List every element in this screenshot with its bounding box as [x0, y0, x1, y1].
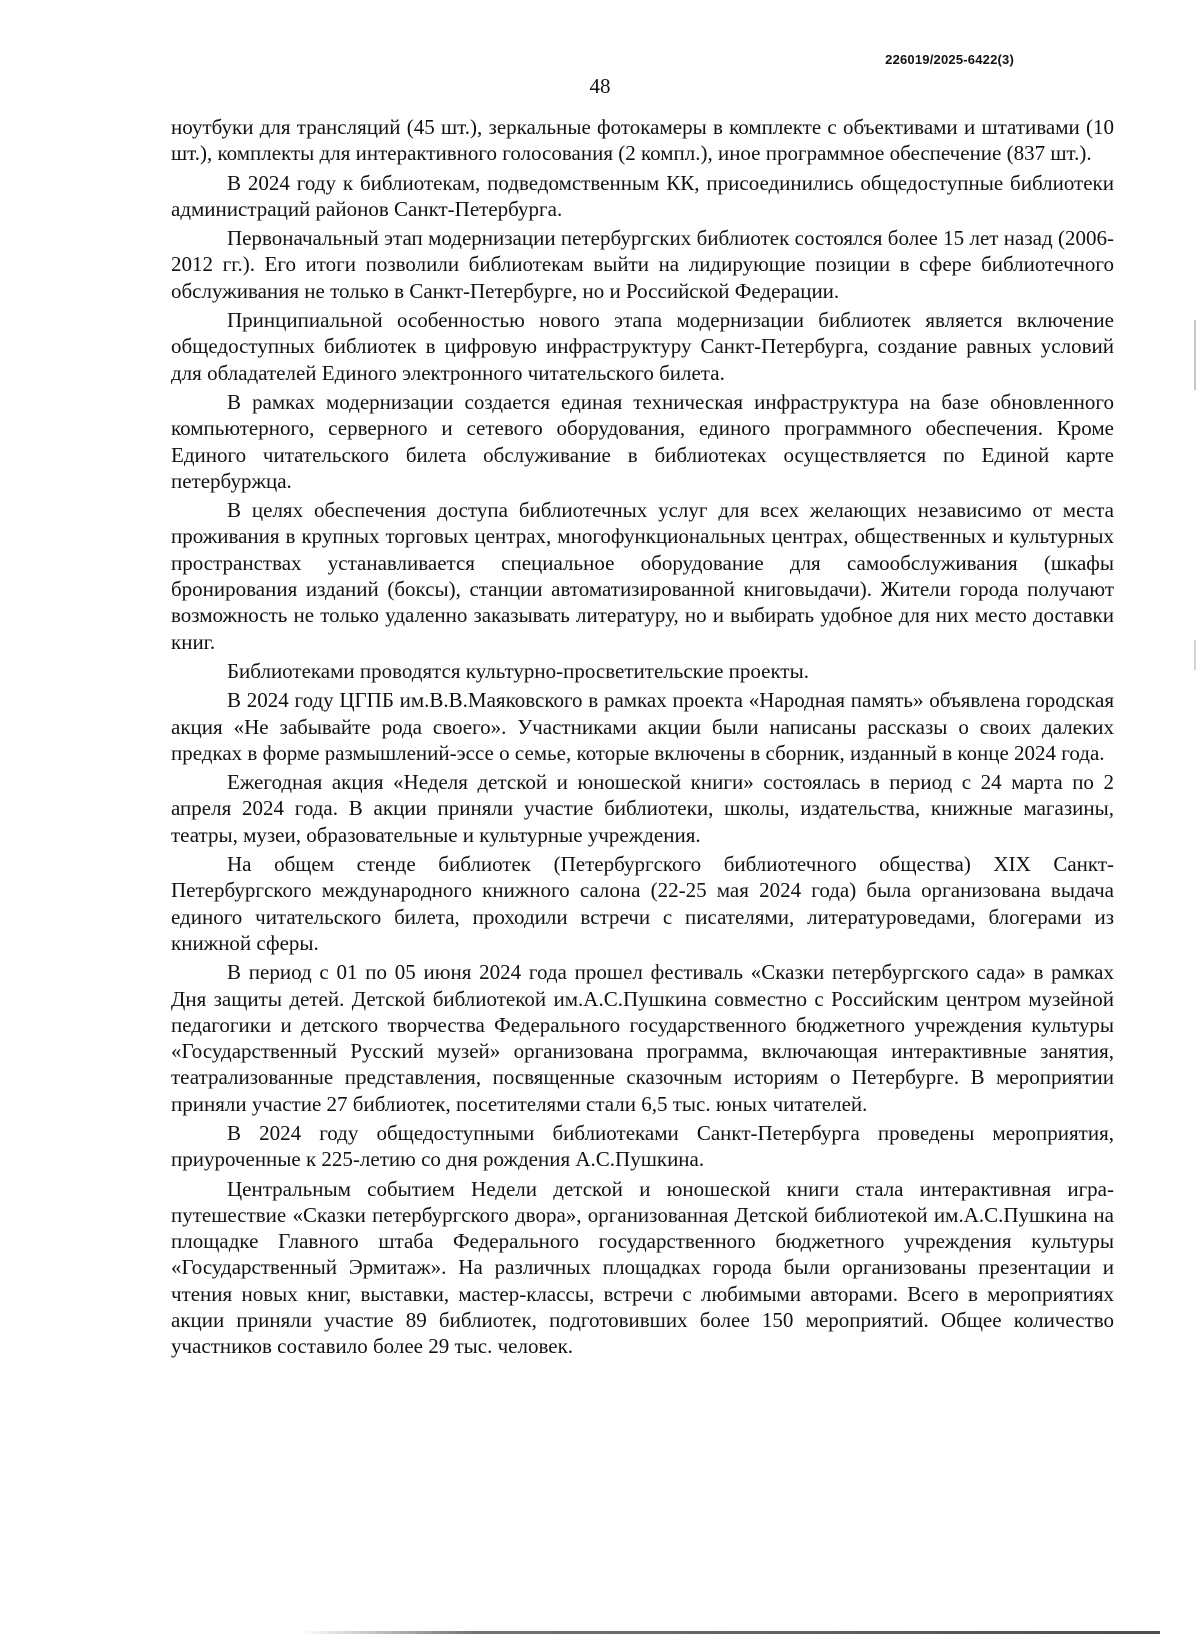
paragraph-garden-fairy-tales-festival: В период с 01 по 05 июня 2024 года прошел фестиваль «Сказки петербургского сада» в рамках Дня защиты детей. Детской библиотекой им.А.С.Пушкина совместно с Российским центром музейной педагогики и детского творчества Федерального государственного бюджетного учреждения культуры «Государственный Русский музей» организована программа, включающая интерактивные занятия, театрализованные представления, посвященные сказочным историям о Петербурге. В мероприятии приняли участие 27 библиотек, посетителями стали 6,5 тыс. юных читателей.: [171, 960, 1114, 1116]
document-registration-number: 226019/2025-6422(3): [885, 52, 1014, 67]
paragraph-equipment-list: ноутбуки для трансляций (45 шт.), зеркальные фотокамеры в комплекте с объективами и штативами (10 шт.), комплекты для интерактивного голосования (2 компл.), иное программное обеспечение (837 шт.).: [171, 115, 1114, 166]
paragraph-book-salon-stand: На общем стенде библиотек (Петербургского библиотечного общества) XIX Санкт-Петербургского международного книжного салона (22-25 мая 2024 года) была организована выдача единого читательского билета, проходили встречи с писателями, литературоведами, блогерами из книжной сферы.: [171, 852, 1114, 955]
paragraph-pushkin-anniversary: В 2024 году общедоступными библиотеками Санкт-Петербурга проведены мероприятия, приуроченные к 225-летию со дня рождения А.С.Пушкина.: [171, 1120, 1114, 1172]
paragraph-peoples-memory-project: В 2024 году ЦГПБ им.В.В.Маяковского в рамках проекта «Народная память» объявлена городская акция «Не забывайте рода своего». Участниками акции были написаны рассказы о своих далеких предках в форме размышлений-эссе о семье, которые включены в сборник, изданный в конце 2024 года.: [171, 688, 1114, 765]
scan-edge-mark: [1194, 640, 1196, 670]
paragraph-self-service-equipment: В целях обеспечения доступа библиотечных услуг для всех желающих независимо от места проживания в крупных торговых центрах, многофункциональных центрах, общественных и культурных пространствах устанавливается специальное оборудование для самообслуживания (шкафы бронирования изданий (боксы), станции автоматизированной книговыдачи). Жители города получают возможность не только удаленно заказывать литературу, но и выбирать удобное для них место доставки книг.: [171, 498, 1114, 654]
paragraph-cultural-projects: Библиотеками проводятся культурно-просветительские проекты.: [227, 658, 809, 683]
page-number: 48: [589, 74, 611, 98]
paragraph-first-modernization-stage: Первоначальный этап модернизации петербургских библиотек состоялся более 15 лет назад (2006-2012 гг.). Его итоги позволили библиотекам выйти на лидирующие позиции в сфере библиотечного обслуживания не только в Санкт-Петербурге, но и Российской Федерации.: [171, 226, 1114, 303]
scan-edge-mark: [1194, 320, 1196, 390]
paragraph-libraries-joined: В 2024 году к библиотекам, подведомственным КК, присоединились общедоступные библиотеки администраций районов Санкт-Петербурга.: [171, 170, 1114, 221]
paragraph-central-event: Центральным событием Недели детской и юношеской книги стала интерактивная игра-путешествие «Сказки петербургского двора», организованная Детской библиотекой им.А.С.Пушкина на площадке Главного штаба Федерального государственного бюджетного учреждения культуры «Государственный Эрмитаж». На различных площадках города были организованы презентации и чтения новых книг, выставки, мастер-классы, встречи с любимыми авторами. Всего в мероприятиях акции приняли участие 89 библиотек, подготовивших более 150 мероприятий. Общее количество участников составило более 29 тыс. человек.: [171, 1176, 1114, 1359]
paragraph-technical-infrastructure: В рамках модернизации создается единая техническая инфраструктура на базе обновленного компьютерного, серверного и сетевого оборудования, единого программного обеспечения. Кроме Единого читательского билета обслуживание в библиотеках осуществляется по Единой карте петербуржца.: [171, 389, 1114, 493]
paragraph-childrens-book-week: Ежегодная акция «Неделя детской и юношеской книги» состоялась в период с 24 марта по 2 апреля 2024 года. В акции приняли участие библиотеки, школы, издательства, книжные магазины, театры, музеи, образовательные и культурные учреждения.: [171, 770, 1114, 847]
document-body: [171, 114, 1114, 1360]
paragraph-new-stage-feature: Принципиальной особенностью нового этапа модернизации библиотек является включение общедоступных библиотек в цифровую инфраструктуру Санкт-Петербурга, создание равных условий для обладателей Единого электронного читательского билета.: [171, 308, 1114, 385]
